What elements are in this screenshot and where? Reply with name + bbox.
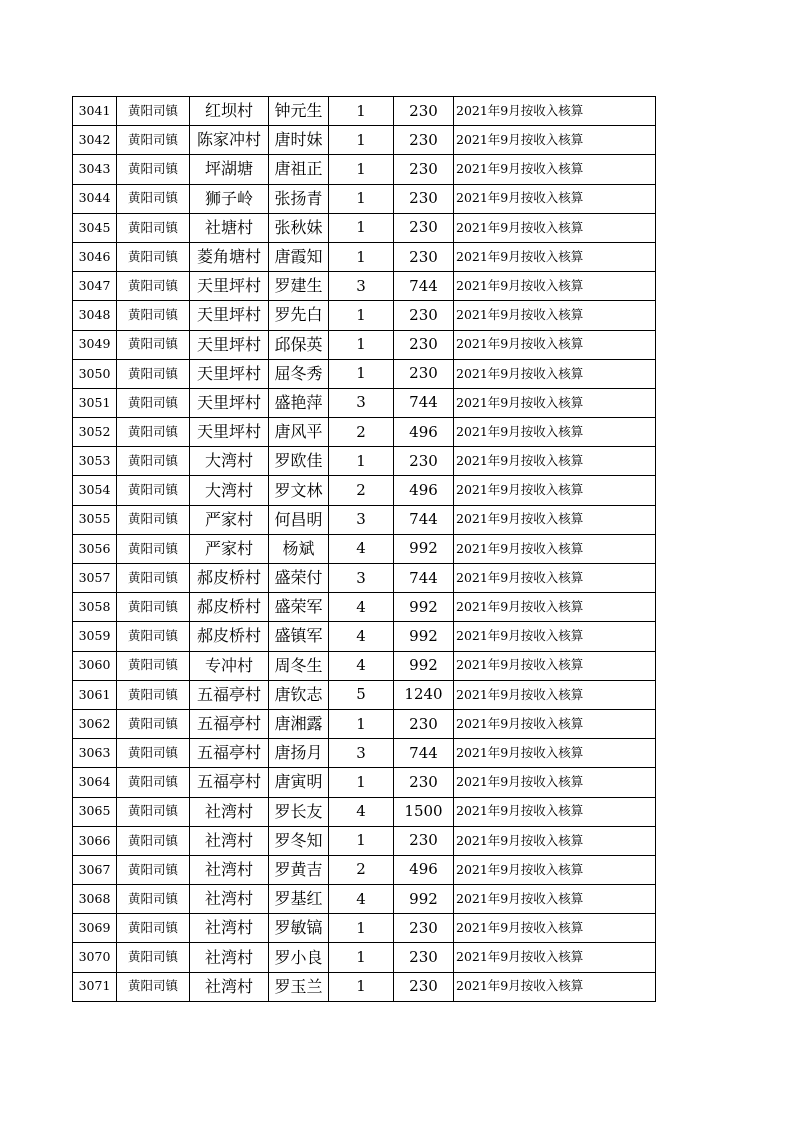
amount-cell: 496 [394,418,454,447]
person-name-cell: 罗欧佳 [269,447,329,476]
note-cell: 2021年9月按收入核算 [454,622,656,651]
town-cell: 黄阳司镇 [117,447,190,476]
village-cell: 社湾村 [190,855,269,884]
person-name-cell: 盛镇军 [269,622,329,651]
household-count-cell: 1 [329,768,394,797]
table-row [73,709,656,738]
household-count-cell: 1 [329,184,394,213]
row-number-cell: 3058 [73,593,117,622]
person-name-cell: 唐湘露 [269,709,329,738]
amount-cell: 992 [394,651,454,680]
amount-cell: 1500 [394,797,454,826]
amount-cell: 230 [394,155,454,184]
table-row [73,651,656,680]
row-number-cell: 3070 [73,943,117,972]
household-count-cell: 3 [329,505,394,534]
town-cell: 黄阳司镇 [117,155,190,184]
village-cell: 天里坪村 [190,388,269,417]
town-cell: 黄阳司镇 [117,476,190,505]
row-number-cell: 3055 [73,505,117,534]
household-count-cell: 1 [329,242,394,271]
household-count-cell: 1 [329,126,394,155]
village-cell: 陈家冲村 [190,126,269,155]
note-cell: 2021年9月按收入核算 [454,564,656,593]
person-name-cell: 罗基红 [269,885,329,914]
amount-cell: 744 [394,564,454,593]
household-count-cell: 2 [329,855,394,884]
person-name-cell: 盛荣军 [269,593,329,622]
note-cell: 2021年9月按收入核算 [454,914,656,943]
household-count-cell: 1 [329,330,394,359]
household-count-cell: 2 [329,476,394,505]
table-row [73,330,656,359]
town-cell: 黄阳司镇 [117,651,190,680]
note-cell: 2021年9月按收入核算 [454,476,656,505]
amount-cell: 992 [394,885,454,914]
household-count-cell: 1 [329,97,394,126]
household-count-cell: 1 [329,213,394,242]
note-cell: 2021年9月按收入核算 [454,505,656,534]
row-number-cell: 3053 [73,447,117,476]
note-cell: 2021年9月按收入核算 [454,272,656,301]
note-cell: 2021年9月按收入核算 [454,943,656,972]
town-cell: 黄阳司镇 [117,855,190,884]
household-count-cell: 1 [329,826,394,855]
village-cell: 郝皮桥村 [190,622,269,651]
household-count-cell: 1 [329,155,394,184]
table-row [73,534,656,563]
row-number-cell: 3064 [73,768,117,797]
village-cell: 天里坪村 [190,272,269,301]
person-name-cell: 唐扬月 [269,739,329,768]
amount-cell: 230 [394,97,454,126]
row-number-cell: 3054 [73,476,117,505]
town-cell: 黄阳司镇 [117,388,190,417]
person-name-cell: 罗玉兰 [269,972,329,1001]
town-cell: 黄阳司镇 [117,914,190,943]
note-cell: 2021年9月按收入核算 [454,593,656,622]
table-row [73,564,656,593]
note-cell: 2021年9月按收入核算 [454,213,656,242]
amount-cell: 230 [394,447,454,476]
household-count-cell: 1 [329,359,394,388]
town-cell: 黄阳司镇 [117,972,190,1001]
village-cell: 五福亭村 [190,739,269,768]
row-number-cell: 3051 [73,388,117,417]
household-count-cell: 1 [329,301,394,330]
village-cell: 大湾村 [190,476,269,505]
note-cell: 2021年9月按收入核算 [454,126,656,155]
note-cell: 2021年9月按收入核算 [454,651,656,680]
town-cell: 黄阳司镇 [117,593,190,622]
amount-cell: 230 [394,914,454,943]
village-cell: 天里坪村 [190,418,269,447]
table-row [73,242,656,271]
row-number-cell: 3048 [73,301,117,330]
town-cell: 黄阳司镇 [117,709,190,738]
row-number-cell: 3060 [73,651,117,680]
town-cell: 黄阳司镇 [117,242,190,271]
note-cell: 2021年9月按收入核算 [454,242,656,271]
table-row [73,476,656,505]
amount-cell: 744 [394,272,454,301]
town-cell: 黄阳司镇 [117,184,190,213]
note-cell: 2021年9月按收入核算 [454,418,656,447]
table-row [73,301,656,330]
person-name-cell: 邱保英 [269,330,329,359]
table-row [73,826,656,855]
village-cell: 社湾村 [190,943,269,972]
town-cell: 黄阳司镇 [117,622,190,651]
table-row [73,272,656,301]
row-number-cell: 3047 [73,272,117,301]
table-row [73,184,656,213]
amount-cell: 992 [394,534,454,563]
village-cell: 天里坪村 [190,301,269,330]
note-cell: 2021年9月按收入核算 [454,797,656,826]
person-name-cell: 罗冬知 [269,826,329,855]
person-name-cell: 罗黄吉 [269,855,329,884]
person-name-cell: 杨斌 [269,534,329,563]
household-count-cell: 3 [329,739,394,768]
table-body [73,97,656,1002]
row-number-cell: 3067 [73,855,117,884]
amount-cell: 496 [394,855,454,884]
table-row [73,97,656,126]
note-cell: 2021年9月按收入核算 [454,826,656,855]
table-row [73,213,656,242]
town-cell: 黄阳司镇 [117,213,190,242]
village-cell: 社湾村 [190,826,269,855]
person-name-cell: 罗小良 [269,943,329,972]
table-row [73,447,656,476]
person-name-cell: 唐钦志 [269,680,329,709]
note-cell: 2021年9月按收入核算 [454,97,656,126]
village-cell: 狮子岭 [190,184,269,213]
table-row [73,593,656,622]
village-cell: 天里坪村 [190,359,269,388]
row-number-cell: 3063 [73,739,117,768]
amount-cell: 496 [394,476,454,505]
person-name-cell: 唐寅明 [269,768,329,797]
village-cell: 社湾村 [190,972,269,1001]
town-cell: 黄阳司镇 [117,885,190,914]
note-cell: 2021年9月按收入核算 [454,447,656,476]
note-cell: 2021年9月按收入核算 [454,885,656,914]
row-number-cell: 3045 [73,213,117,242]
note-cell: 2021年9月按收入核算 [454,855,656,884]
amount-cell: 230 [394,213,454,242]
household-count-cell: 3 [329,388,394,417]
village-cell: 专冲村 [190,651,269,680]
person-name-cell: 罗建生 [269,272,329,301]
household-count-cell: 4 [329,651,394,680]
amount-cell: 1240 [394,680,454,709]
note-cell: 2021年9月按收入核算 [454,301,656,330]
village-cell: 五福亭村 [190,768,269,797]
row-number-cell: 3059 [73,622,117,651]
village-cell: 大湾村 [190,447,269,476]
household-count-cell: 1 [329,972,394,1001]
person-name-cell: 盛荣付 [269,564,329,593]
town-cell: 黄阳司镇 [117,739,190,768]
amount-cell: 230 [394,972,454,1001]
row-number-cell: 3071 [73,972,117,1001]
row-number-cell: 3056 [73,534,117,563]
town-cell: 黄阳司镇 [117,534,190,563]
person-name-cell: 罗敏镐 [269,914,329,943]
table-row [73,622,656,651]
amount-cell: 744 [394,505,454,534]
village-cell: 红坝村 [190,97,269,126]
amount-cell: 230 [394,184,454,213]
note-cell: 2021年9月按收入核算 [454,709,656,738]
amount-cell: 992 [394,622,454,651]
household-count-cell: 3 [329,272,394,301]
table-row [73,388,656,417]
amount-cell: 230 [394,768,454,797]
household-count-cell: 4 [329,885,394,914]
row-number-cell: 3044 [73,184,117,213]
household-count-cell: 2 [329,418,394,447]
note-cell: 2021年9月按收入核算 [454,739,656,768]
household-count-cell: 4 [329,797,394,826]
table-row [73,885,656,914]
village-cell: 社湾村 [190,914,269,943]
note-cell: 2021年9月按收入核算 [454,359,656,388]
village-cell: 五福亭村 [190,680,269,709]
amount-cell: 230 [394,826,454,855]
note-cell: 2021年9月按收入核算 [454,534,656,563]
table-row [73,505,656,534]
person-name-cell: 唐时妹 [269,126,329,155]
table-row [73,855,656,884]
village-cell: 天里坪村 [190,330,269,359]
person-name-cell: 罗先白 [269,301,329,330]
row-number-cell: 3066 [73,826,117,855]
village-cell: 社湾村 [190,885,269,914]
row-number-cell: 3069 [73,914,117,943]
table-row [73,768,656,797]
household-count-cell: 1 [329,709,394,738]
town-cell: 黄阳司镇 [117,564,190,593]
person-name-cell: 罗长友 [269,797,329,826]
amount-cell: 230 [394,943,454,972]
amount-cell: 230 [394,301,454,330]
household-count-cell: 3 [329,564,394,593]
household-count-cell: 4 [329,593,394,622]
note-cell: 2021年9月按收入核算 [454,768,656,797]
note-cell: 2021年9月按收入核算 [454,972,656,1001]
amount-cell: 744 [394,739,454,768]
household-count-cell: 4 [329,622,394,651]
person-name-cell: 唐霞知 [269,242,329,271]
household-count-cell: 1 [329,943,394,972]
table-row [73,126,656,155]
person-name-cell: 钟元生 [269,97,329,126]
town-cell: 黄阳司镇 [117,359,190,388]
note-cell: 2021年9月按收入核算 [454,184,656,213]
row-number-cell: 3065 [73,797,117,826]
row-number-cell: 3062 [73,709,117,738]
town-cell: 黄阳司镇 [117,418,190,447]
village-cell: 坪湖塘 [190,155,269,184]
amount-cell: 230 [394,359,454,388]
row-number-cell: 3061 [73,680,117,709]
household-count-cell: 1 [329,914,394,943]
row-number-cell: 3042 [73,126,117,155]
table-row [73,914,656,943]
amount-cell: 230 [394,330,454,359]
note-cell: 2021年9月按收入核算 [454,388,656,417]
town-cell: 黄阳司镇 [117,826,190,855]
person-name-cell: 何昌明 [269,505,329,534]
person-name-cell: 盛艳萍 [269,388,329,417]
town-cell: 黄阳司镇 [117,505,190,534]
row-number-cell: 3068 [73,885,117,914]
village-cell: 郝皮桥村 [190,564,269,593]
note-cell: 2021年9月按收入核算 [454,330,656,359]
row-number-cell: 3057 [73,564,117,593]
table-row [73,739,656,768]
person-name-cell: 罗文林 [269,476,329,505]
person-name-cell: 唐风平 [269,418,329,447]
person-name-cell: 张扬青 [269,184,329,213]
table-row [73,943,656,972]
row-number-cell: 3049 [73,330,117,359]
table-row [73,359,656,388]
table-row [73,972,656,1001]
person-name-cell: 唐祖正 [269,155,329,184]
village-cell: 社湾村 [190,797,269,826]
village-cell: 菱角塘村 [190,242,269,271]
village-cell: 严家村 [190,505,269,534]
village-cell: 严家村 [190,534,269,563]
town-cell: 黄阳司镇 [117,126,190,155]
row-number-cell: 3046 [73,242,117,271]
row-number-cell: 3052 [73,418,117,447]
row-number-cell: 3041 [73,97,117,126]
household-count-cell: 5 [329,680,394,709]
town-cell: 黄阳司镇 [117,768,190,797]
row-number-cell: 3043 [73,155,117,184]
table-row [73,155,656,184]
town-cell: 黄阳司镇 [117,97,190,126]
amount-cell: 230 [394,709,454,738]
household-count-cell: 1 [329,447,394,476]
village-cell: 社塘村 [190,213,269,242]
person-name-cell: 屈冬秀 [269,359,329,388]
amount-cell: 230 [394,126,454,155]
town-cell: 黄阳司镇 [117,301,190,330]
town-cell: 黄阳司镇 [117,943,190,972]
note-cell: 2021年9月按收入核算 [454,155,656,184]
table-row [73,797,656,826]
amount-cell: 744 [394,388,454,417]
household-count-cell: 4 [329,534,394,563]
person-name-cell: 张秋妹 [269,213,329,242]
village-cell: 五福亭村 [190,709,269,738]
town-cell: 黄阳司镇 [117,330,190,359]
row-number-cell: 3050 [73,359,117,388]
table-row [73,680,656,709]
town-cell: 黄阳司镇 [117,797,190,826]
town-cell: 黄阳司镇 [117,680,190,709]
person-name-cell: 周冬生 [269,651,329,680]
amount-cell: 992 [394,593,454,622]
note-cell: 2021年9月按收入核算 [454,680,656,709]
amount-cell: 230 [394,242,454,271]
village-cell: 郝皮桥村 [190,593,269,622]
town-cell: 黄阳司镇 [117,272,190,301]
table-row [73,418,656,447]
data-table [72,96,656,1002]
